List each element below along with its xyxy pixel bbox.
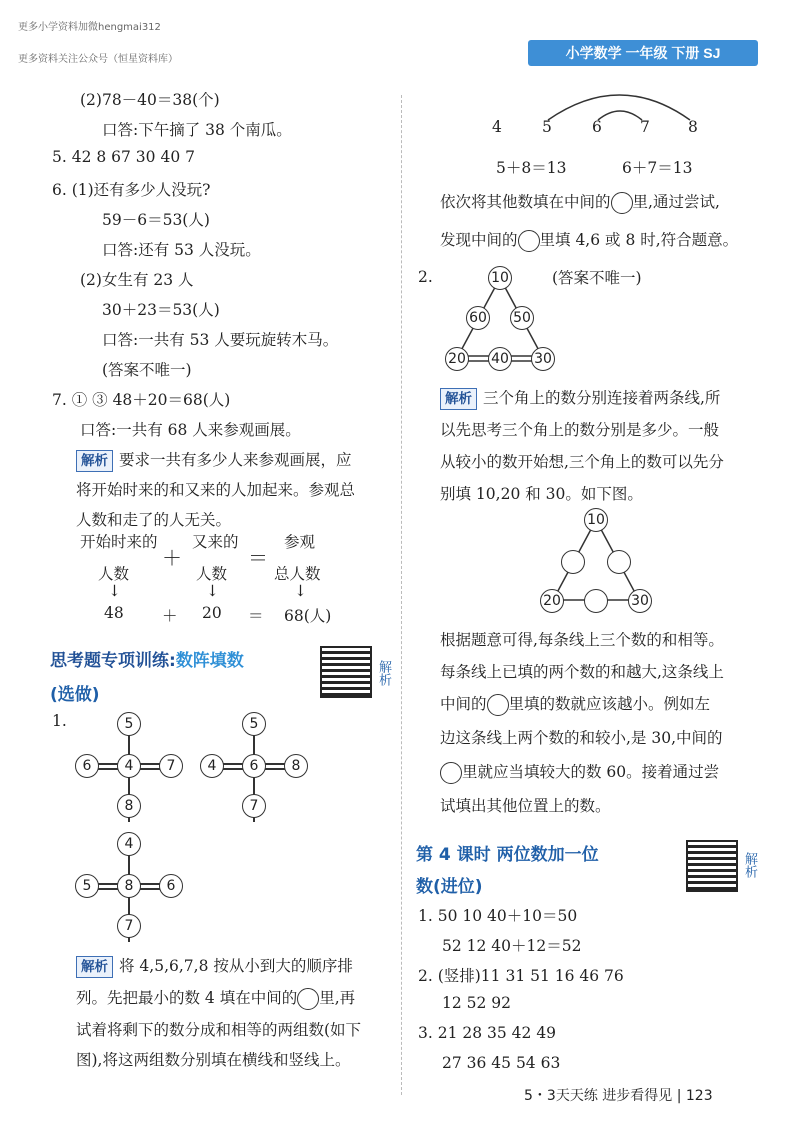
- cross-cell: 7: [242, 794, 266, 818]
- eq-value: 68(人): [284, 607, 332, 625]
- text-line: 6. (1)还有多少人没玩?: [52, 181, 211, 199]
- text-part: 依次将其他数填在中间的: [440, 193, 611, 211]
- analysis-block-3: [440, 386, 720, 410]
- text-line: [440, 692, 710, 716]
- text-line: (2)78－40＝38(个): [80, 91, 220, 109]
- triangle-cell: 30: [531, 347, 555, 371]
- text-part: 里就应当填较大的数 60。接着通过尝: [462, 763, 720, 781]
- arc-number: 4: [492, 118, 502, 136]
- section-title-b: 数阵填数: [175, 651, 244, 671]
- cross-cell: 5: [117, 712, 141, 736]
- cross-cell: 4: [200, 754, 224, 778]
- cross-cell: 6: [159, 874, 183, 898]
- text-line: 12 52 92: [442, 994, 512, 1012]
- text-line: 图),将这两组数分别填在横线和竖线上。: [76, 1051, 351, 1069]
- text-line: 根据题意可得,每条线上三个数的和相等。: [440, 631, 724, 649]
- eq-label: 人数: [196, 565, 228, 583]
- cross-cell: 6: [242, 754, 266, 778]
- section-subtitle: (选做): [50, 685, 100, 705]
- text-part: 里填 4,6 或 8 时,符合题意。: [539, 231, 739, 249]
- eq-plus: ＋: [162, 607, 178, 625]
- header-banner: 小学数学 一年级 下册 SJ: [528, 40, 758, 66]
- empty-circle-icon: [487, 694, 509, 716]
- eq-value: 20: [202, 604, 222, 622]
- cross-cell: 5: [75, 874, 99, 898]
- cross-cell: 8: [117, 794, 141, 818]
- text-line: 52 12 40＋12＝52: [442, 937, 582, 955]
- analysis-tag: 解析: [440, 388, 477, 410]
- arc-number: 5: [542, 118, 552, 136]
- cross-cell: 7: [117, 914, 141, 938]
- text-part: 发现中间的: [440, 231, 518, 249]
- qr-code[interactable]: [686, 840, 738, 892]
- empty-circle-icon: [561, 550, 585, 574]
- question-number: 1.: [52, 712, 67, 730]
- eq-equals: ＝: [248, 607, 264, 625]
- text-line: 口答:还有 53 人没玩。: [102, 241, 261, 259]
- analysis-block-2: [76, 954, 353, 978]
- text-line: 别填 10,20 和 30。如下图。: [440, 485, 643, 503]
- analysis-block-1: [76, 448, 352, 472]
- eq-value: 48: [104, 604, 124, 622]
- arc-number: 7: [640, 118, 650, 136]
- text-line: 3. 21 28 35 42 49: [418, 1024, 557, 1042]
- text-line: 试填出其他位置上的数。: [440, 797, 611, 815]
- text-line: 1. 50 10 40＋10＝50: [418, 907, 578, 925]
- top-note-1: 更多小学资料加微hengmai312: [18, 22, 161, 33]
- text-part: 里,再: [319, 989, 356, 1007]
- arrow-3: ↓: [294, 582, 307, 600]
- lesson-title: 第 4 课时 两位数加一位: [416, 845, 599, 865]
- text-line: 7. ① ③ 48＋20＝68(人): [52, 391, 231, 409]
- text-line: 将开始时来的和又来的人加起来。参观总: [76, 481, 356, 499]
- top-note-2: 更多资料关注公众号（恒星资料库）: [18, 54, 178, 65]
- analysis-text: 要求一共有多少人来参观画展，应: [119, 451, 352, 469]
- arc-number: 6: [592, 118, 602, 136]
- arrow-2: ↓: [206, 582, 219, 600]
- empty-circle-icon: [518, 230, 540, 252]
- sum-equation: 5＋8＝13: [496, 159, 567, 177]
- column-divider: [401, 95, 402, 1095]
- text-line: [440, 190, 720, 214]
- text-line: 人数和走了的人无关。: [76, 511, 232, 529]
- empty-circle-icon: [584, 589, 608, 613]
- text-line: [440, 760, 719, 784]
- eq-label: 开始时来的: [80, 533, 158, 551]
- analysis-tag: 解析: [76, 956, 113, 978]
- sum-equation: 6＋7＝13: [622, 159, 693, 177]
- eq-label: 参观: [284, 533, 316, 551]
- lesson-title-2: 数(进位): [416, 877, 483, 897]
- triangle-cell: 20: [445, 347, 469, 371]
- text-line: 30＋23＝53(人): [102, 301, 220, 319]
- text-line: 口答:一共有 68 人来参观画展。: [80, 421, 301, 439]
- text-line: 口答:一共有 53 人要玩旋转木马。: [102, 331, 339, 349]
- triangle-cell: 10: [488, 266, 512, 290]
- triangle-cell: 10: [584, 508, 608, 532]
- cross-cell: 8: [117, 874, 141, 898]
- answer-note: (答案不唯一): [552, 269, 642, 287]
- eq-label: 又来的: [192, 533, 239, 551]
- cross-cell: 7: [159, 754, 183, 778]
- text-line: 试着将剩下的数分成和相等的两组数(如下: [76, 1021, 362, 1039]
- cross-diagram-1: [75, 712, 185, 822]
- text-line: (2)女生有 23 人: [80, 271, 194, 289]
- analysis-text: 三个角上的数分别连接着两条线,所: [483, 389, 721, 407]
- text-line: [76, 986, 355, 1010]
- cross-diagram-3: [75, 832, 185, 942]
- text-line: 边这条线上两个数的和较小,是 30,中间的: [440, 729, 723, 747]
- triangle-cell: 20: [540, 589, 564, 613]
- triangle-cell: 30: [628, 589, 652, 613]
- cross-diagram-2: [200, 712, 310, 822]
- text-line: 27 36 45 54 63: [442, 1054, 561, 1072]
- empty-circle-icon: [607, 550, 631, 574]
- text-line: [440, 228, 738, 252]
- arc-number: 8: [688, 118, 698, 136]
- qr-code[interactable]: [320, 646, 372, 698]
- eq-equals: ＝: [248, 546, 268, 570]
- text-line: (答案不唯一): [102, 361, 192, 379]
- cross-cell: 8: [284, 754, 308, 778]
- triangle-diagram-2: [540, 508, 652, 616]
- eq-plus: ＋: [162, 546, 182, 570]
- text-line: 口答:下午摘了 38 个南瓜。: [102, 121, 292, 139]
- triangle-cell: 60: [466, 306, 490, 330]
- text-line: 59－6＝53(人): [102, 211, 210, 229]
- question-number: 2.: [418, 268, 433, 286]
- analysis-tag: 解析: [76, 450, 113, 472]
- empty-circle-icon: [611, 192, 633, 214]
- arrow-1: ↓: [108, 582, 121, 600]
- qr-label: 解析: [742, 852, 757, 878]
- text-part: 列。先把最小的数 4 填在中间的: [76, 989, 298, 1007]
- text-line: 从较小的数开始想,三个角上的数可以先分: [440, 453, 724, 471]
- triangle-cell: 50: [510, 306, 534, 330]
- eq-label: 总人数: [274, 565, 321, 583]
- text-part: 中间的: [440, 695, 487, 713]
- cross-cell: 4: [117, 754, 141, 778]
- eq-label: 人数: [98, 565, 130, 583]
- analysis-text: 将 4,5,6,7,8 按从小到大的顺序排: [119, 957, 353, 975]
- triangle-cell: 40: [488, 347, 512, 371]
- cross-cell: 6: [75, 754, 99, 778]
- empty-circle-icon: [297, 988, 319, 1010]
- triangle-diagram-1: [445, 266, 555, 372]
- text-part: 里,通过尝试,: [632, 193, 720, 211]
- text-line: 每条线上已填的两个数的和越大,这条线上: [440, 663, 724, 681]
- section-title-a: 思考题专项训练:: [50, 651, 176, 671]
- text-line: 以先思考三个角上的数分别是多少。一般: [440, 421, 720, 439]
- empty-circle-icon: [440, 762, 462, 784]
- cross-cell: 4: [117, 832, 141, 856]
- text-line: 5. 42 8 67 30 40 7: [52, 148, 195, 166]
- cross-cell: 5: [242, 712, 266, 736]
- footer: 5・3天天练 进步看得见 | 123: [524, 1088, 713, 1104]
- qr-label: 解析: [376, 660, 391, 686]
- text-line: 2. (竖排)11 31 51 16 46 76: [418, 967, 624, 985]
- section-title: [50, 646, 244, 671]
- text-part: 里填的数就应该越小。例如左: [508, 695, 711, 713]
